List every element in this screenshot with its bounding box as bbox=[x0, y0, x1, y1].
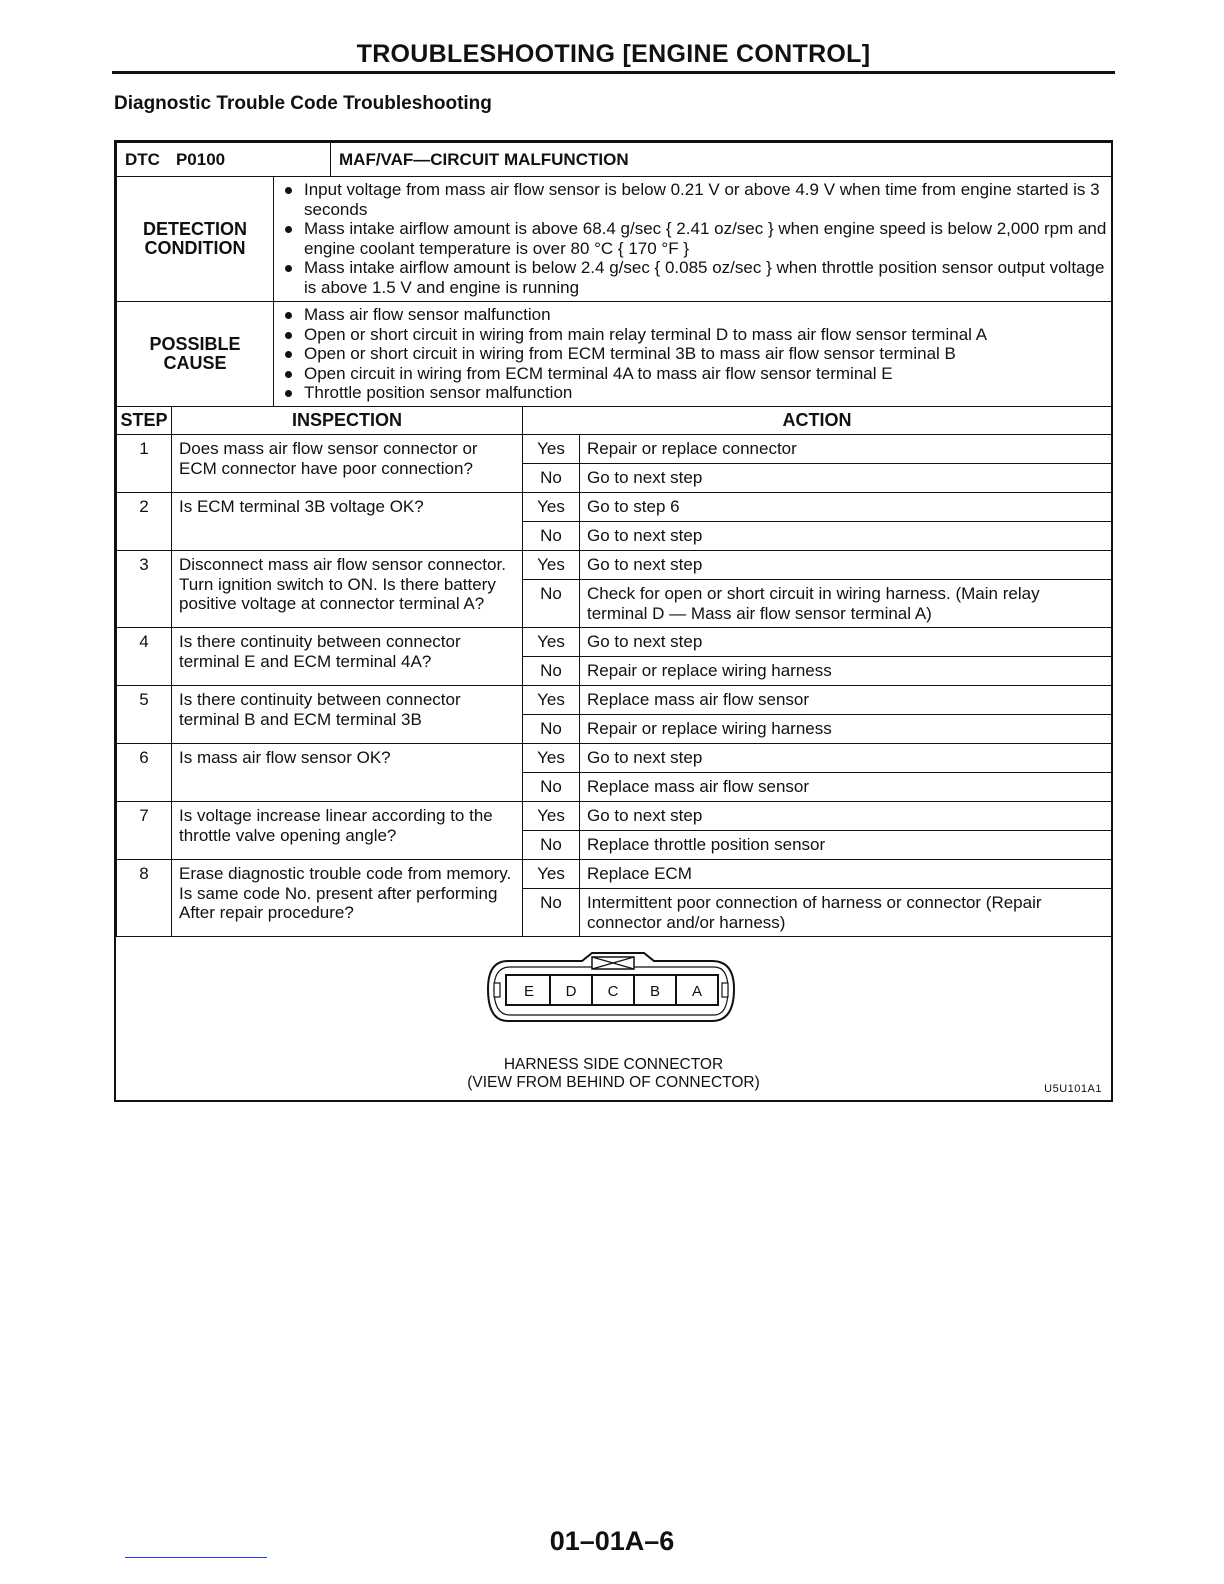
detection-item: Mass intake airflow amount is above 68.4 g/sec { 2.41 oz/sec } when engine speed is below 2,000 rpm and engine coolant temperature is over 80 °C { 170 °F } bbox=[284, 219, 1107, 258]
no-label: No bbox=[523, 889, 580, 937]
connector-left-key bbox=[494, 983, 500, 997]
yes-label: Yes bbox=[523, 802, 580, 831]
cause-item: Mass air flow sensor malfunction bbox=[284, 305, 1107, 325]
step-number: 6 bbox=[117, 744, 172, 802]
dtc-table bbox=[116, 142, 1112, 937]
column-header-row bbox=[117, 407, 1112, 435]
yes-action: Go to next step bbox=[580, 802, 1112, 831]
yes-action: Replace mass air flow sensor bbox=[580, 686, 1112, 715]
detection-item: Input voltage from mass air flow sensor is below 0.21 V or above 4.9 V when time from engine started is 3 seconds bbox=[284, 180, 1107, 219]
yes-action: Repair or replace connector bbox=[580, 435, 1112, 464]
dtc-title: MAF/VAF—CIRCUIT MALFUNCTION bbox=[331, 143, 1112, 177]
dtc-sheet bbox=[114, 140, 1113, 1102]
no-label: No bbox=[523, 580, 580, 628]
step-inspection: Erase diagnostic trouble code from memory. Is same code No. present after performing After repair procedure? bbox=[172, 860, 523, 937]
step-row-yes bbox=[117, 802, 1112, 831]
no-label: No bbox=[523, 715, 580, 744]
cause-row bbox=[117, 302, 1112, 407]
page-number: 01–01A–6 bbox=[549, 1526, 675, 1556]
dtc-code-cell bbox=[117, 143, 331, 177]
step-number: 2 bbox=[117, 493, 172, 551]
yes-label: Yes bbox=[523, 551, 580, 580]
no-label: No bbox=[523, 657, 580, 686]
yes-label: Yes bbox=[523, 744, 580, 773]
yes-label: Yes bbox=[523, 493, 580, 522]
yes-action: Go to next step bbox=[580, 744, 1112, 773]
harness-connector-illustration bbox=[486, 951, 736, 1029]
terminal-label: D bbox=[565, 983, 577, 1000]
figure-id: U5U101A1 bbox=[1044, 1083, 1102, 1095]
no-action: Check for open or short circuit in wiring harness. (Main relay terminal D — Mass air flow sensor terminal A) bbox=[580, 580, 1112, 628]
yes-label: Yes bbox=[523, 686, 580, 715]
yes-label: Yes bbox=[523, 435, 580, 464]
step-number: 7 bbox=[117, 802, 172, 860]
connector-caption-line1: HARNESS SIDE CONNECTOR bbox=[503, 1056, 724, 1073]
page-title: TROUBLESHOOTING [ENGINE CONTROL] bbox=[356, 40, 871, 68]
yes-label: Yes bbox=[523, 628, 580, 657]
bottom-link-rule bbox=[125, 1557, 267, 1558]
step-row-yes bbox=[117, 628, 1112, 657]
dtc-label: DTC bbox=[125, 149, 160, 169]
step-row-yes bbox=[117, 744, 1112, 773]
detection-list-cell bbox=[274, 177, 1112, 302]
detection-label-line2: CONDITION bbox=[144, 238, 246, 258]
step-row-yes bbox=[117, 435, 1112, 464]
cause-label-line1: POSSIBLE bbox=[149, 333, 241, 354]
section-title: Diagnostic Trouble Code Troubleshooting bbox=[114, 93, 492, 114]
step-number: 8 bbox=[117, 860, 172, 937]
detection-list bbox=[274, 177, 1111, 300]
step-row-yes bbox=[117, 686, 1112, 715]
terminal-label: B bbox=[649, 983, 661, 1000]
step-inspection: Is voltage increase linear according to the throttle valve opening angle? bbox=[172, 802, 523, 860]
terminal-label: A bbox=[691, 983, 703, 1000]
title-rule bbox=[112, 71, 1115, 74]
step-inspection: Does mass air flow sensor connector or ECM connector have poor connection? bbox=[172, 435, 523, 493]
step-row-yes bbox=[117, 551, 1112, 580]
detection-item: Mass intake airflow amount is below 2.4 g/sec { 0.085 oz/sec } when throttle position sensor output voltage is above 1.5 V and engine is running bbox=[284, 258, 1107, 297]
no-label: No bbox=[523, 464, 580, 493]
yes-action: Go to next step bbox=[580, 551, 1112, 580]
no-action: Replace throttle position sensor bbox=[580, 831, 1112, 860]
no-label: No bbox=[523, 522, 580, 551]
step-row-yes bbox=[117, 493, 1112, 522]
no-label: No bbox=[523, 773, 580, 802]
dtc-header-row bbox=[117, 143, 1112, 177]
detection-label bbox=[117, 177, 274, 302]
step-row-yes bbox=[117, 860, 1112, 889]
step-inspection: Is there continuity between connector terminal B and ECM terminal 3B bbox=[172, 686, 523, 744]
cause-item: Throttle position sensor malfunction bbox=[284, 383, 1107, 403]
terminal-label: C bbox=[607, 983, 619, 1000]
step-number: 3 bbox=[117, 551, 172, 628]
cause-list-cell bbox=[274, 302, 1112, 407]
yes-action: Go to next step bbox=[580, 628, 1112, 657]
cause-label bbox=[117, 302, 274, 407]
step-number: 1 bbox=[117, 435, 172, 493]
step-inspection: Is mass air flow sensor OK? bbox=[172, 744, 523, 802]
yes-action: Go to step 6 bbox=[580, 493, 1112, 522]
no-action: Go to next step bbox=[580, 464, 1112, 493]
cause-label-line2: CAUSE bbox=[163, 353, 227, 373]
detection-label-line1: DETECTION bbox=[142, 218, 247, 239]
step-column-header: STEP bbox=[117, 407, 172, 435]
detection-row bbox=[117, 177, 1112, 302]
action-column-header: ACTION bbox=[523, 407, 1112, 435]
connector-caption-line2: (VIEW FROM BEHIND OF CONNECTOR) bbox=[467, 1074, 760, 1091]
yes-label: Yes bbox=[523, 860, 580, 889]
inspection-column-header: INSPECTION bbox=[172, 407, 523, 435]
no-action: Repair or replace wiring harness bbox=[580, 715, 1112, 744]
no-action: Go to next step bbox=[580, 522, 1112, 551]
step-rows bbox=[117, 435, 1112, 937]
step-inspection: Is there continuity between connector terminal E and ECM terminal 4A? bbox=[172, 628, 523, 686]
terminal-label: E bbox=[523, 983, 535, 1000]
connector-diagram bbox=[116, 927, 1111, 1100]
cause-item: Open or short circuit in wiring from main relay terminal D to mass air flow sensor terminal A bbox=[284, 325, 1107, 345]
step-number: 4 bbox=[117, 628, 172, 686]
no-label: No bbox=[523, 831, 580, 860]
no-action: Replace mass air flow sensor bbox=[580, 773, 1112, 802]
no-action: Repair or replace wiring harness bbox=[580, 657, 1112, 686]
step-number: 5 bbox=[117, 686, 172, 744]
step-inspection: Disconnect mass air flow sensor connector. Turn ignition switch to ON. Is there battery positive voltage at connector terminal A? bbox=[172, 551, 523, 628]
no-action: Intermittent poor connection of harness or connector (Repair connector and/or harness) bbox=[580, 889, 1112, 937]
yes-action: Replace ECM bbox=[580, 860, 1112, 889]
connector-right-key bbox=[722, 983, 728, 997]
dtc-code: P0100 bbox=[175, 149, 226, 169]
cause-list bbox=[274, 302, 1111, 406]
cause-item: Open or short circuit in wiring from ECM terminal 3B to mass air flow sensor terminal B bbox=[284, 344, 1107, 364]
cause-item: Open circuit in wiring from ECM terminal 4A to mass air flow sensor terminal E bbox=[284, 364, 1107, 384]
step-inspection: Is ECM terminal 3B voltage OK? bbox=[172, 493, 523, 551]
